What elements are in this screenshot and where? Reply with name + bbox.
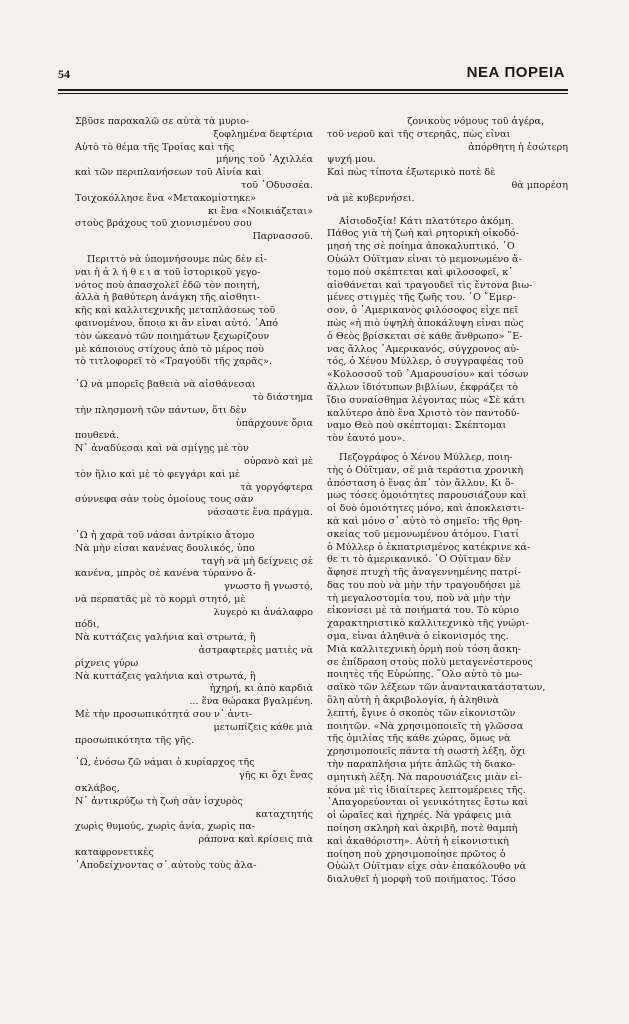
text-line: τῆς ὁμιλίας τῆς κάθε χώρας, ὅμως νὰ — [327, 733, 511, 745]
verse-line: καταχτητής — [255, 808, 313, 820]
verse-line: πουθενά. — [75, 430, 120, 442]
text-line: τὴ μεγαλοστομία του, ποὺ νὰ μὴν τὴν — [327, 592, 511, 604]
verse-line: Παρνασσοῦ. — [252, 231, 313, 243]
text-line: λεπτή, ἔγινε ὁ σκοπὸς τῶν εἰκονιστῶν — [327, 707, 516, 719]
text-line: ποίηση ποὺ χρησιμοποίησε πρῶτος ὁ — [327, 848, 506, 860]
verse-line: Μὲ τὴν προσωπικότητά σου ν᾿ ἀντι- — [75, 709, 253, 721]
verse-line: τὸν ἥλιο καὶ μὲ τὸ φεγγάρι καὶ μὲ — [75, 468, 240, 480]
verse-block — [327, 116, 568, 206]
verse-line: νάσαστε ἕνα πράγμα. — [207, 507, 313, 519]
text-line: τὸν ἑαυτό μου». — [327, 433, 406, 445]
verse-line: νὰ μὲ κυβερνήσει. — [327, 192, 415, 204]
right-column — [327, 116, 568, 887]
verse-line: Νὰ κυττάζεις γαλήνια καὶ στρωτά, ἢ — [75, 670, 256, 682]
verse-line: σκλάβος, — [75, 783, 120, 795]
verse-line: ῾Ω ἡ χαρὰ τοῦ νάσαι ἀντρίκιο ἄτομο — [75, 529, 255, 541]
verse-line: ζονικοὺς νόμους τοῦ ἀγέρα, — [407, 116, 544, 127]
text-line: τὴς ὁ Οὐΐτμαν, σὲ μιὰ τεράστια χρονικὴ — [327, 464, 524, 476]
text-line: κόνα μὲ τὶς ἰδιαίτερες λεπτομέρειες τῆς. — [327, 784, 526, 796]
verse-line: Ν᾿ ἀναδύεσαι καὶ νὰ σμίγῃς μὲ τὸν — [75, 443, 249, 455]
verse-line: Καὶ πὼς τίποτα ἐξωτερικὸ ποτὲ δὲ — [327, 167, 496, 179]
text-line: ποιητὲς τῆς Εὐρώπης. ῞Ολο αὐτὸ τὸ μω- — [327, 669, 523, 681]
text-line: καλύτερο ἀπὸ ἕνα Χριστὸ τὸν παντοδύ- — [327, 407, 520, 419]
prose-paragraph — [75, 254, 313, 369]
verse-line: Νὰ μὴν εἶσαι κανένας δουλικός, ὑπο — [75, 542, 255, 554]
verse-line: τὸ διάστημα — [252, 391, 313, 403]
left-column — [75, 116, 313, 873]
verse-line: τὴν πλησμονὴ τῶν πάντων, ὅτι δὲν — [75, 404, 247, 416]
text-line: σμητικὴ λέξη. Νὰ παρουσιάζεις μιὰν εἰ- — [327, 771, 523, 783]
text-line: μως τόσες ὁμοιότητες παρουσιάζουν καὶ — [327, 490, 527, 502]
text-line: ὁ Θεὸς βρίσκεται σὲ κάθε ἄνθρωπο» ῞Ε- — [327, 330, 523, 342]
text-line: μὲ κάποιους στίχους ἀπὸ τὸ μέρος ποὺ — [75, 343, 264, 355]
verse-line: τοῦ νεροῦ καὶ τῆς στερηᾶς, πὼς εἶναι — [327, 128, 511, 140]
text-line: ὁ Μύλλερ ὁ ἐκπατρισμένος κατέκρινε κά- — [327, 541, 531, 553]
header-rule-thin — [58, 93, 568, 94]
text-line: θε τι τὸ ἀμερικανικό. ᾿Ο Οὐΐτμαν δὲν — [327, 554, 511, 566]
verse-line: προσωπικότητα τῆς γῆς. — [75, 734, 195, 746]
verse-line: ἠχηρή, κι ἀπὸ καρδιὰ — [209, 683, 313, 695]
verse-line: κι ἕνα «Νοικιάζεται» — [208, 205, 313, 217]
text-line: διαλυθεῖ ἡ μορφὴ τοῦ ποιήματος. Τόσο — [327, 874, 516, 886]
text-line: σον, ὁ ᾿Αμερικανὸς φιλόσοφος εἶχε πεῖ — [327, 305, 519, 317]
text-line: «Κολοσσοῦ τοῦ ᾿Αμαρουσίου» καὶ τόσων — [327, 369, 529, 381]
verse-block — [75, 379, 313, 520]
text-line: Οὐώλτ Οὐΐτμαν εἶναι τὸ μεμονωμένο ἄ- — [327, 253, 522, 265]
verse-line: μήνης τοῦ ᾿Αχιλλέα — [216, 154, 313, 166]
text-line: ἄλλων ἰδιότυπων βιβλίων, ἐκφράζει τὸ — [327, 381, 519, 393]
verse-line: ταγὴ νὰ μὴ δείχνεις σὲ — [201, 555, 313, 567]
verse-line: Νὰ κυττάζεις γαλήνια καὶ στρωτά, ἢ — [75, 632, 256, 644]
verse-line: ... ἕνα θώρακα βγαλμένη. — [189, 696, 313, 708]
text-line: κὰ καὶ μόνο σ᾿ αὐτὸ τὸ σημεῖο: τῆς θρη- — [327, 515, 523, 527]
text-line: ἀπόσταση ὁ ἕνας ἀπ᾿ τὸν ἄλλον. Κι ὅ- — [327, 477, 514, 489]
verse-line: κανένα, μπρὸς σὲ κανένα τύραννο ἄ- — [75, 568, 256, 580]
verse-line: νὰ περπατᾶς μὲ τὸ κορμὶ στητό, μὲ — [75, 593, 246, 605]
prose-paragraph — [327, 216, 568, 446]
text-line: Μιὰ καλλιτεχνικὴ ὁρμὴ ποὺ τόση ἄσκη- — [327, 643, 521, 655]
text-line: Οὐὼλτ Οὐΐτμαν εἶχε σὰν ἐπακόλουθο νὰ — [327, 861, 527, 873]
verse-line: Αὐτὸ τὸ θέμα τῆς Τροίας καὶ τῆς — [75, 141, 235, 153]
header-rule — [58, 89, 568, 91]
verse-line: καταφρονετικὲς — [75, 847, 154, 859]
text-line: φαινομένου, ὅποιο κι ἂν εἶναι αὐτό. ᾿Από — [75, 317, 279, 329]
verse-line: θὰ μπορέση — [511, 179, 568, 191]
verse-line: Ν᾿ ἀντικρύζω τὴ ζωὴ σὰν ἰσχυρὸς — [75, 795, 243, 807]
page-number: 54 — [58, 67, 70, 81]
text-line: εἰκονίσει μὲ τὰ ποιήματά του. Τὸ κύριο — [327, 605, 520, 617]
verse-line: Τοιχοκόλλησε ἕνα «Μετακομίστηκε» — [75, 192, 256, 204]
text-line: ᾿Απαγορεύονται οἱ γενικότητες ἔστω καὶ — [327, 797, 529, 809]
verse-line: ρίχνεις γύρω — [75, 657, 139, 669]
verse-block — [75, 116, 313, 244]
text-line: σαϊκὸ τῶν λέξεων τῶν ἀνανταικατάστατων, — [327, 682, 546, 694]
verse-line: γνωστο ἢ γνωστό, — [224, 581, 313, 593]
text-line: ναμο Θεὸ ποὺ σκέπτομαι: Σκέπτομαι — [327, 420, 507, 432]
verse-line: ἀπόρθητη ἡ ἐσώτερη — [468, 141, 568, 153]
text-line: Πεζογράφος ὁ Χένου Μύλλερ, ποιη- — [339, 451, 513, 463]
text-line: νας ἄλλος ᾿Αμερικανός, σύγχρονος αὐ- — [327, 343, 520, 355]
text-line: ποιητῶν. «Νὰ χρησιμοποιεῖς τὴ γλῶσσα — [327, 720, 524, 732]
verse-line: μετωπίζεις κάθε μιὰ — [213, 721, 313, 733]
text-line: σε ἐπίδραση στοὺς πολὺ μεταγενέστερους — [327, 656, 533, 668]
text-line: τὴν παραπλήσια μήτε ἁπλῶς τὴ διακο- — [327, 759, 516, 771]
text-line: ποίηση σκληρὴ καὶ ἀκριβῆ, ποτὲ θαμπὴ — [327, 823, 518, 835]
text-line: σκείας τοῦ μεμονωμένου ἀτόμου. Γιατί — [327, 528, 520, 540]
prose-paragraph — [327, 452, 568, 887]
verse-line: χωρὶς θυμούς, χωρὶς ἀνία, χωρὶς πα- — [75, 821, 255, 833]
text-line: ἀλλὰ ἡ βαθύτερη ἀνάγκη τῆς αἰσθητι- — [75, 292, 260, 304]
text-line: αἰσθάνεται καὶ τραγουδεῖ τὶς ἔντονα βιω- — [327, 279, 533, 291]
verse-line: Σβῦσε παρακαλῶ σε αὐτὰ τὰ μυριο- — [75, 116, 250, 127]
text-line: ναι ἡ ἀ λ ή θ ε ι α τοῦ ἱστορικοῦ γεγο- — [75, 266, 261, 278]
text-line: νότος ποὺ ἀπασχολεῖ ἐδῶ τὸν ποιητή, — [75, 279, 260, 291]
journal-title: ΝΕΑ ΠΟΡΕΙΑ — [466, 64, 565, 81]
text-line: Αἰσιοδοξία! Κάτι πλατύτερο ἀκόμη. — [339, 215, 514, 227]
verse-line: καὶ τῶν περιπλανήσεων τοῦ Αἰνία καὶ — [75, 167, 262, 179]
text-line: πὼς «ἡ πιὸ ὑψηλὴ ἀποκάλυψη εἶναι πὼς — [327, 317, 524, 329]
verse-block — [75, 757, 313, 872]
verse-line: ῾Ω νὰ μπορεῖς βαθειὰ νὰ αἰσθάνεσαι — [75, 379, 256, 391]
text-line: μένες στιγμὲς τῆς ζωῆς του. ᾿Ο ῎Εμερ- — [327, 292, 516, 304]
verse-line: γῆς κι ὄχι ἕνας — [239, 770, 313, 782]
text-line: καὶ ἀκαθόριστη». Αὐτὴ ἡ εἰκονιστικὴ — [327, 835, 509, 847]
verse-line: ῾Ω, ἐνόσω ζῶ νάμαι ὁ κυρίαρχος τῆς — [75, 757, 255, 769]
text-line: τός, ὁ Χένου Μύλλερ, ὁ συγγραφέας τοῦ — [327, 356, 524, 368]
text-line: Περιττὸ νὰ ὑπομνήσουμε πὼς δὲν εἶ- — [87, 253, 268, 265]
verse-line: οὐρανὸ καὶ μὲ — [243, 455, 313, 467]
text-line: δας του ποὺ νὰ μὴν τὴν τραγουδήσει μὲ — [327, 579, 521, 591]
text-line: ἴδιο συναίσθημα λέγοντας πὼς «Σὲ κάτι — [327, 394, 525, 406]
text-line: οἱ ὡραῖες καὶ ἠχηρές. Νὰ γράφεις μιὰ — [327, 810, 512, 822]
text-line: κῆς καὶ καλλιτεχνικῆς μεταπλάσεως τοῦ — [75, 305, 276, 317]
text-line: ὅλη αὐτὴ ἡ ἀκριβολογία, ἡ ἀληθινὰ — [327, 695, 499, 707]
text-line: σμα, εἶναι ἀληθινὰ ὁ εἰκονισμός της. — [327, 631, 509, 643]
verse-line: ξοφλημένα δεφτέρια — [213, 128, 313, 140]
verse-line: ὑπάρχουνε ὅρια — [235, 417, 313, 429]
text-line: χρησιμοποιεῖς πάντα τὴ σωστὴ λέξη, ὄχι — [327, 746, 526, 758]
verse-line: ράπονα καὶ κρίσεις πιὰ — [198, 834, 313, 846]
text-line: οἱ δυὸ ὁμοιότητες μόνο, καὶ ἀποκλειστι- — [327, 503, 525, 515]
verse-line: στοὺς βράχους τοῦ χιονισμένου σου — [75, 218, 252, 230]
verse-line: τὰ γοργόφτερα — [240, 481, 313, 493]
text-line: τὸν ὠκεανὸ τῶν ποιημάτων ξεχωρίζουν — [75, 330, 270, 342]
verse-line: ἀστραφτερὲς ματιὲς νὰ — [198, 645, 313, 657]
text-line: ἄφησε πτυχὴ τῆς ἀναγεννημένης πατρί- — [327, 567, 521, 579]
text-line: χαρακτηριστικὸ καλλιτεχνικὸ τῆς γνώρι- — [327, 618, 529, 630]
verse-line: τοῦ ᾿Οδυσσέα. — [241, 179, 313, 191]
verse-line: λυγερὸ κι ἀνάλαφρο — [213, 606, 313, 618]
text-line: μησή της σὲ ποίημα ἀποκαλυπτικό. ᾿Ο — [327, 241, 515, 253]
verse-line: πόδι, — [75, 619, 100, 631]
text-line: Πάθος γιὰ τὴ ζωὴ καὶ ρητορικὴ οἰκοδό- — [327, 228, 519, 240]
text-line: τὸ τιτλοφορεῖ τὸ «Τραγούδι τῆς χαρᾶς». — [75, 356, 272, 368]
verse-line: ᾿Αποδείχνοντας σ᾿ αὐτοὺς τοὺς ἀλα- — [75, 859, 257, 871]
text-line: τομο ποὺ σκέπτεται καὶ φιλοσοφεῖ, κ᾿ — [327, 266, 514, 278]
verse-line: σύννεφα σὰν τοὺς ὁμοίους τους σὰν — [75, 494, 254, 506]
verse-line: ψυχή μου. — [327, 154, 376, 166]
verse-block — [75, 530, 313, 748]
